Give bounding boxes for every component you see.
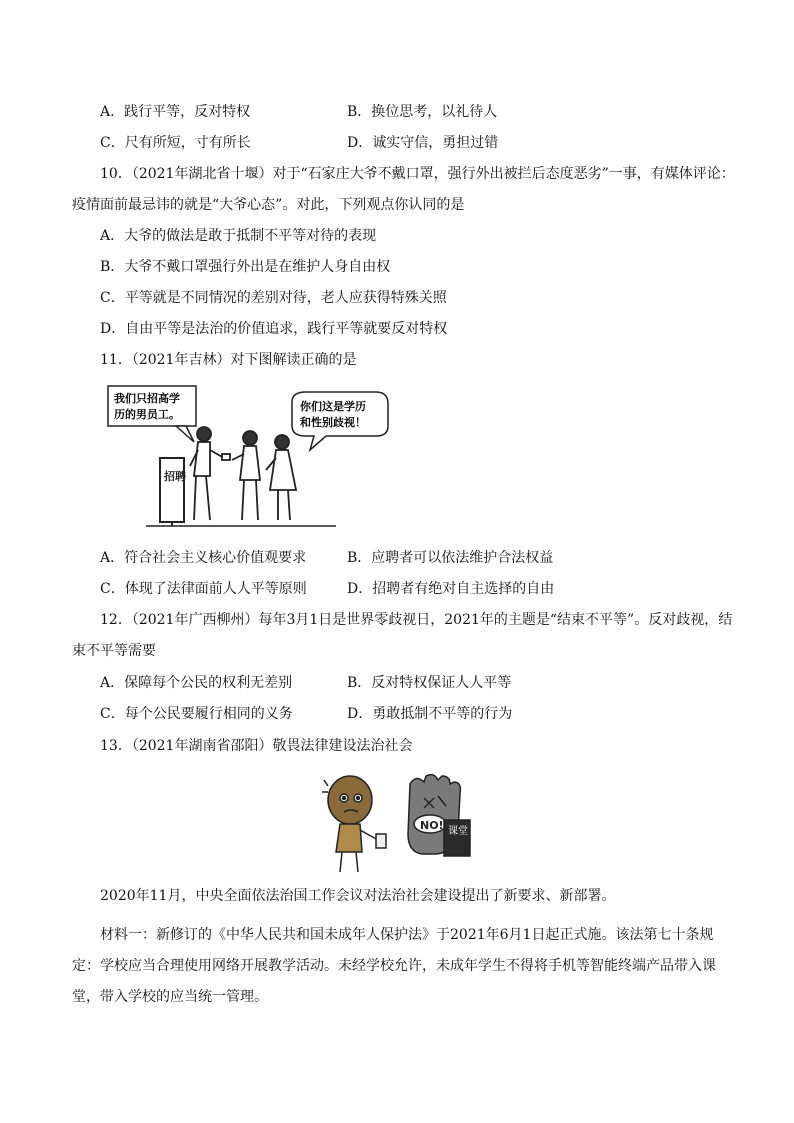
q13-material1-line3: 堂，带入学校的应当统一管理。 — [72, 989, 268, 1005]
q10-option-a: A．大爷的做法是敢于抵制不平等对待的表现 — [100, 228, 377, 244]
applicant-figure-1 — [232, 431, 260, 520]
q12-stem-line2: 束不平等需要 — [72, 643, 156, 659]
q11-option-b: B．应聘者可以依法维护合法权益 — [347, 550, 554, 566]
recruit-sign-text: 招聘 — [164, 470, 186, 483]
q13-stem: 13．（2021年湖南省邵阳）敬畏法律建设法治社会 — [100, 738, 413, 754]
q9-option-a: A．践行平等，反对特权 — [100, 104, 251, 120]
q9-option-c: C．尺有所短，寸有所长 — [100, 135, 251, 151]
q10-option-c: C．平等就是不同情况的差别对待，老人应获得特殊关照 — [100, 290, 447, 306]
q12-stem-line1: 12．（2021年广西柳州）每年3月1日是世界零歧视日，2021年的主题是“结束不平等”。反对歧视，结 — [100, 612, 733, 628]
bubble-left-line1: 我们只招高学 — [114, 392, 180, 405]
classroom-sign-text: 课堂 — [448, 826, 468, 837]
q11-option-d: D．招聘者有绝对自主选择的自由 — [347, 581, 555, 597]
q13-material1-line2: 定：学校应当合理使用网络开展教学活动。未经学校允许，未成年学生不得将手机等智能终端产品带入课 — [72, 958, 716, 974]
q12-option-b: B．反对特权保证人人平等 — [347, 675, 512, 691]
bubble-right-line1: 你们这是学历 — [300, 400, 366, 413]
q13-paragraph-1: 2020年11月，中央全面依法治国工作会议对法治社会建设提出了新要求、新部署。 — [100, 888, 616, 904]
student-figure — [322, 776, 386, 872]
q13-cartoon — [318, 772, 474, 876]
no-text: NO! — [420, 819, 444, 832]
q12-option-d: D．勇敢抵制不平等的行为 — [347, 706, 513, 722]
q9-option-d: D．诚实守信，勇担过错 — [347, 135, 499, 151]
q10-stem-line1: 10．（2021年湖北省十堰）对于“石家庄大爷不戴口罩，强行外出被拦后态度恶劣”一事，有媒体评论： — [100, 166, 735, 182]
bubble-left-line2: 历的男员工。 — [114, 408, 180, 421]
q10-option-b: B．大爷不戴口罩强行外出是在维护人身自由权 — [100, 259, 391, 275]
q11-option-c: C．体现了法律面前人人平等原则 — [100, 581, 307, 597]
recruiter-figure — [190, 427, 230, 520]
q9-option-b: B．换位思考，以礼待人 — [347, 104, 498, 120]
q11-cartoon — [106, 380, 396, 530]
q11-stem: 11．（2021年吉林）对下图解读正确的是 — [100, 352, 357, 368]
applicant-figure-2 — [266, 435, 296, 520]
q11-option-a: A．符合社会主义核心价值观要求 — [100, 550, 307, 566]
q12-option-c: C．每个公民要履行相同的义务 — [100, 706, 293, 722]
bubble-right-line2: 和性别歧视！ — [300, 416, 366, 429]
q10-option-d: D．自由平等是法治的价值追求，践行平等就要反对特权 — [100, 321, 448, 337]
q13-material1-line1: 材料一：新修订的《中华人民共和国未成年人保护法》于2021年6月1日起正式施。该法第七十条规 — [100, 927, 714, 943]
q12-option-a: A．保障每个公民的权利无差别 — [100, 675, 293, 691]
q10-stem-line2: 疫情面前最忌讳的就是“大爷心态”。对此，下列观点你认同的是 — [72, 197, 465, 213]
